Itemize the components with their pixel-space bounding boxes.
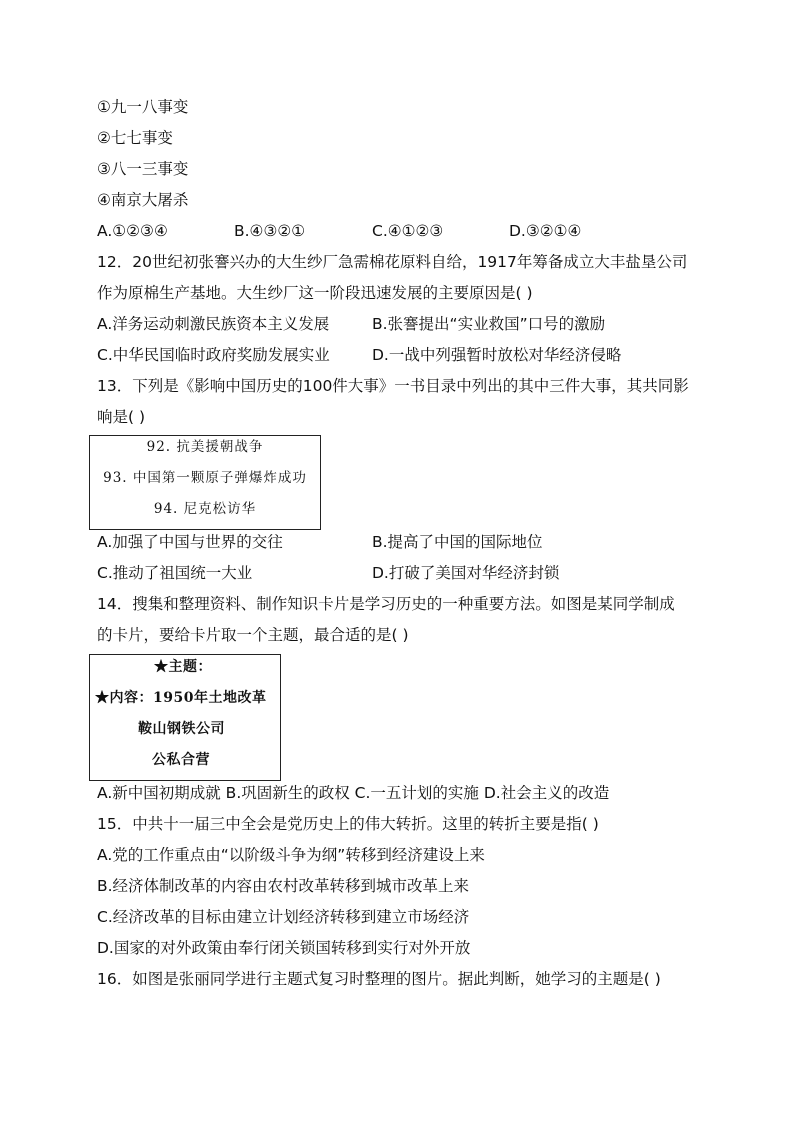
- q13-stem-line1: 13．下列是《影响中国历史的100件大事》一书目录中列出的其中三件大事，其共同影: [97, 377, 689, 395]
- q15-option-d: D.国家的对外政策由奉行闭关锁国转移到实行对外开放: [97, 939, 471, 957]
- q12-stem-line1: 12．20世纪初张謇兴办的大生纱厂急需棉花原料自给，1917年筹备成立大丰盐垦公司: [97, 253, 688, 271]
- q12-option-b: B.张謇提出“实业救国”口号的激励: [372, 315, 606, 333]
- q12-option-d: D.一战中列强暂时放松对华经济侵略: [372, 346, 622, 364]
- q13-event-94: 94. 尼克松访华: [153, 501, 257, 517]
- q12-option-c: C.中华民国临时政府奖励发展实业: [97, 346, 330, 364]
- q15-option-b: B.经济体制改革的内容由农村改革转移到城市改革上来: [97, 877, 470, 895]
- list-item: ①九一八事变: [97, 98, 189, 116]
- list-item: ②七七事变: [97, 129, 173, 147]
- q16-stem: 16．如图是张丽同学进行主题式复习时整理的图片。据此判断，她学习的主题是( ): [97, 970, 661, 988]
- q12-stem-line2: 作为原棉生产基地。大生纱厂这一阶段迅速发展的主要原因是( ): [97, 284, 533, 302]
- q13-option-c: C.推动了祖国统一大业: [97, 564, 253, 582]
- q13-event-93: 93. 中国第一颗原子弹爆炸成功: [103, 470, 307, 486]
- q14-stem-line1: 14．搜集和整理资料、制作知识卡片是学习历史的一种重要方法。如图是某同学制成: [97, 595, 675, 613]
- list-item: ③八一三事变: [97, 160, 189, 178]
- q11-option-b: B.④③②①: [234, 222, 306, 240]
- q11-option-a: A.①②③④: [97, 222, 168, 240]
- list-item: ④南京大屠杀: [97, 191, 189, 209]
- q13-events-box: [89, 435, 321, 530]
- q15-option-a: A.党的工作重点由“以阶级斗争为纲”转移到经济建设上来: [97, 846, 485, 864]
- q13-stem-line2: 响是( ): [97, 408, 146, 426]
- q13-option-a: A.加强了中国与世界的交往: [97, 533, 283, 551]
- card-theme-label: ★主题：: [154, 659, 212, 675]
- q13-option-d: D.打破了美国对华经济封锁: [372, 564, 560, 582]
- q13-option-b: B.提高了中国的国际地位: [372, 533, 543, 551]
- q13-event-92: 92. 抗美援朝战争: [146, 439, 264, 455]
- q11-option-c: C.④①②③: [372, 222, 444, 240]
- q11-option-d: D.③②①④: [509, 222, 582, 240]
- q15-option-c: C.经济改革的目标由建立计划经济转移到建立市场经济: [97, 908, 470, 926]
- card-content-line2: 鞍山钢铁公司: [138, 721, 225, 737]
- q14-knowledge-card: [89, 654, 281, 781]
- q14-stem-line2: 的卡片，要给卡片取一个主题，最合适的是( ): [97, 626, 409, 644]
- q12-option-a: A.洋务运动刺激民族资本主义发展: [97, 315, 330, 333]
- q15-stem: 15．中共十一届三中全会是党历史上的伟大转折。这里的转折主要是指( ): [97, 815, 599, 833]
- card-content-line3: 公私合营: [152, 752, 210, 768]
- q14-options: A.新中国初期成就 B.巩固新生的政权 C.一五计划的实施 D.社会主义的改造: [97, 784, 610, 802]
- card-content-line1: ★内容：1950年土地改革: [95, 690, 267, 706]
